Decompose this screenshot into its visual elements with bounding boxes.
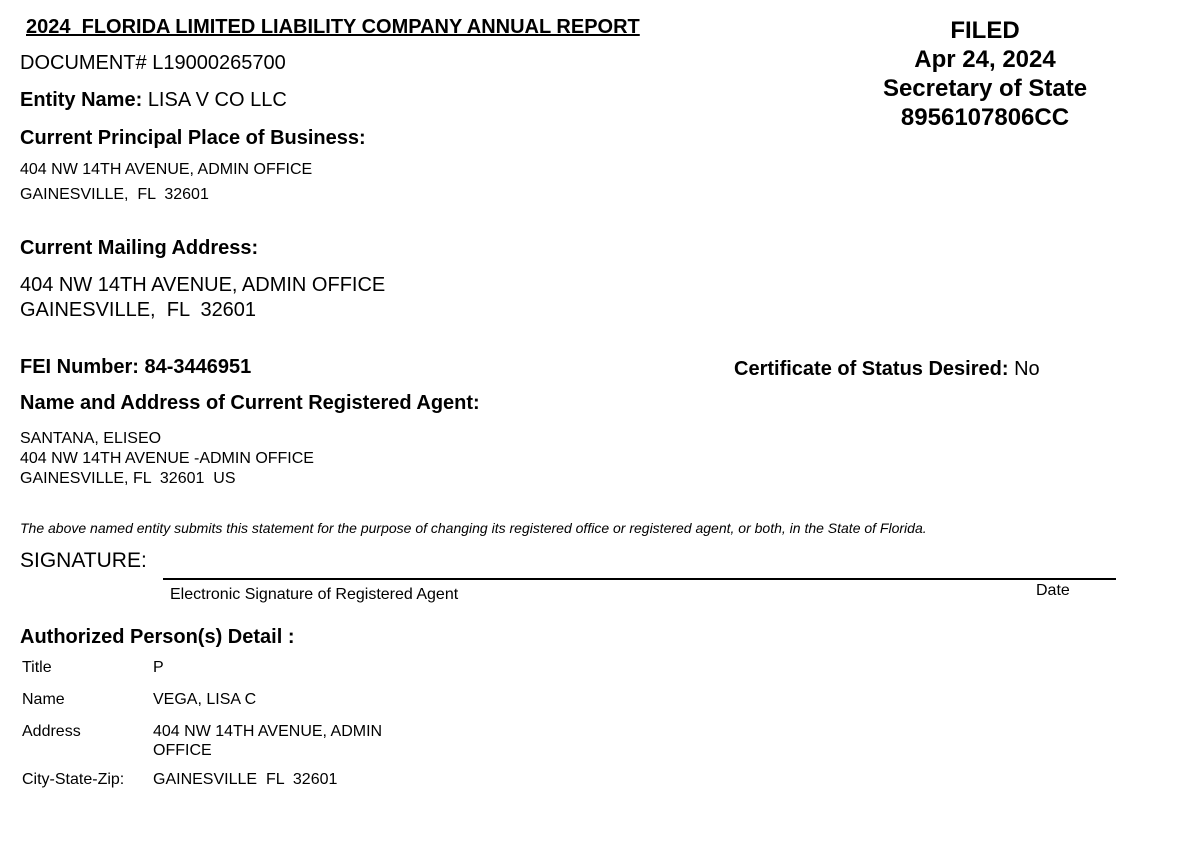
name-value: VEGA, LISA C — [153, 691, 257, 708]
city-state-zip-value: GAINESVILLE FL 32601 — [153, 771, 338, 788]
mailing-address-line1: 404 NW 14TH AVENUE, ADMIN OFFICE — [20, 274, 386, 296]
authorized-persons-heading: Authorized Person(s) Detail : — [20, 626, 295, 648]
fei-number: FEI Number: 84-3446951 — [20, 356, 252, 378]
entity-name-label: Entity Name: — [20, 89, 143, 111]
date-caption: Date — [1036, 582, 1070, 599]
mailing-address-line2: GAINESVILLE, FL 32601 — [20, 299, 257, 321]
principal-address-line1: 404 NW 14TH AVENUE, ADMIN OFFICE — [20, 161, 313, 178]
report-title: 2024 FLORIDA LIMITED LIABILITY COMPANY ANNUAL REPORT — [26, 16, 640, 38]
certificate-of-status-label: Certificate of Status Desired: — [734, 358, 1009, 380]
signature-line — [163, 578, 1116, 580]
title-label: Title — [22, 659, 52, 676]
filed-tracking-number: 8956107806CC — [900, 104, 1070, 131]
registered-agent-address-line2: GAINESVILLE, FL 32601 US — [20, 470, 236, 487]
registered-agent-address-line1: 404 NW 14TH AVENUE -ADMIN OFFICE — [20, 450, 314, 467]
registered-agent-name: SANTANA, ELISEO — [20, 430, 162, 447]
filed-status: FILED — [950, 17, 1020, 44]
address-label: Address — [22, 723, 81, 740]
signature-caption: Electronic Signature of Registered Agent — [170, 586, 459, 603]
principal-place-heading: Current Principal Place of Business: — [20, 127, 366, 149]
filed-office: Secretary of State — [882, 75, 1088, 102]
entity-name-row — [20, 89, 287, 112]
certificate-of-status-row — [734, 358, 1040, 381]
title-value: P — [153, 659, 164, 676]
document-number: DOCUMENT# L19000265700 — [20, 52, 286, 74]
signature-label: SIGNATURE: — [20, 549, 147, 572]
address-value-line2: OFFICE — [153, 742, 212, 759]
principal-address-line2: GAINESVILLE, FL 32601 — [20, 186, 209, 203]
name-label: Name — [22, 691, 65, 708]
entity-name-value: LISA V CO LLC — [147, 89, 287, 111]
city-state-zip-label: City-State-Zip: — [22, 771, 125, 788]
mailing-address-heading: Current Mailing Address: — [20, 237, 259, 259]
filed-date: Apr 24, 2024 — [914, 46, 1056, 73]
registered-agent-heading: Name and Address of Current Registered Agent: — [20, 392, 480, 414]
filed-stamp — [860, 16, 1110, 132]
certificate-of-status-value: No — [1014, 358, 1040, 380]
statement-note: The above named entity submits this statement for the purpose of changing its registered office or registered agent, or both, in the State of Florida. — [20, 520, 927, 536]
address-value-line1: 404 NW 14TH AVENUE, ADMIN — [153, 723, 383, 740]
